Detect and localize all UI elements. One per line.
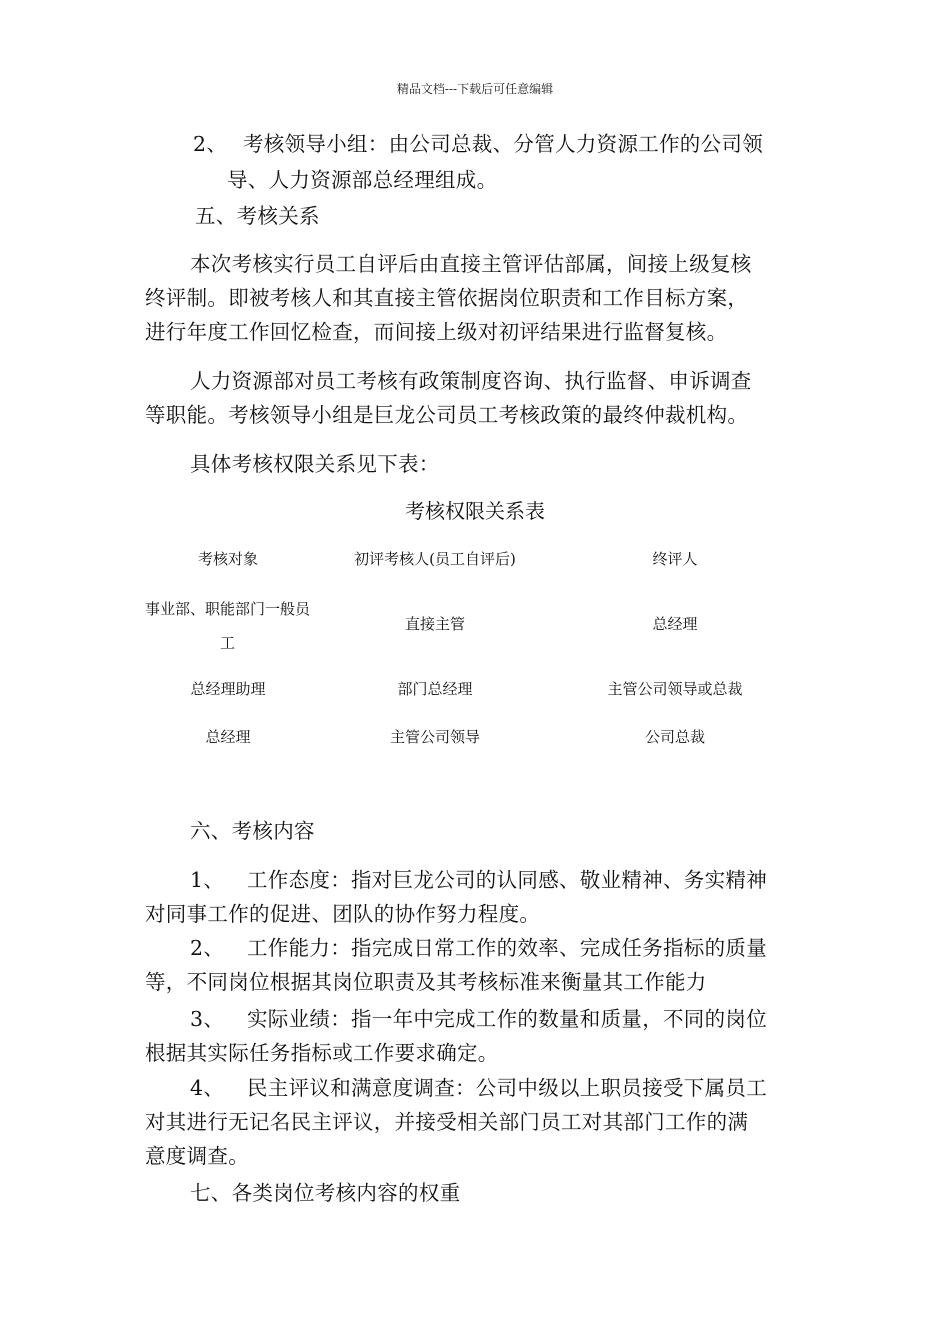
sec6-item3-line1 xyxy=(190,1006,767,1032)
sec4-item2-line2: 导、人力资源部总经理组成。 xyxy=(227,168,498,192)
sec6-item4-line3: 意度调查。 xyxy=(145,1144,249,1168)
table-cell: 总经理 xyxy=(652,615,698,633)
sec4-item2-number: 2、 xyxy=(193,132,228,156)
table-cell: 总经理 xyxy=(205,728,251,746)
sec6-item4-line2: 对其进行无记名民主评议，并接受相关部门员工对其部门工作的满 xyxy=(145,1110,749,1134)
sec5-para1-line3: 进行年度工作回忆检查，而间接上级对初评结果进行监督复核。 xyxy=(145,320,728,344)
sec6-item1-number: 1、 xyxy=(190,868,225,892)
sec6-item1-line1 xyxy=(190,867,767,893)
table-cell: 公司总裁 xyxy=(644,728,705,746)
table-cell: 部门总经理 xyxy=(397,680,473,698)
sec6-item1-text: 工作态度：指对巨龙公司的认同感、敬业精神、务实精神 xyxy=(247,868,767,892)
sec7-heading: 七、各类岗位考核内容的权重 xyxy=(190,1181,461,1205)
table-cell: 直接主管 xyxy=(404,615,465,633)
sec6-item2-number: 2、 xyxy=(190,936,225,960)
sec6-item4-number: 4、 xyxy=(190,1076,225,1100)
sec6-item3-line2: 根据其实际任务指标或工作要求确定。 xyxy=(145,1041,499,1065)
table-cell: 主管公司领导 xyxy=(389,728,480,746)
table-header-initial-reviewer: 初评考核人(员工自评后) xyxy=(354,550,516,568)
table-header-target: 考核对象 xyxy=(197,550,258,568)
sec6-item2-text: 工作能力：指完成日常工作的效率、完成任务指标的质量 xyxy=(247,936,767,960)
sec6-item2-line2: 等，不同岗位根据其岗位职责及其考核标准来衡量其工作能力 xyxy=(145,970,707,994)
sec6-item2-line1 xyxy=(190,935,767,961)
sec5-para2-line2: 等职能。考核领导小组是巨龙公司员工考核政策的最终仲裁机构。 xyxy=(145,403,749,427)
sec6-item1-line2: 对同事工作的促进、团队的协作努力程度。 xyxy=(145,902,541,926)
sec5-para1-line1: 本次考核实行员工自评后由直接主管评估部属，间接上级复核 xyxy=(190,252,752,276)
sec4-item2-line1 xyxy=(193,131,763,157)
sec6-item4-text: 民主评议和满意度调查：公司中级以上职员接受下属员工 xyxy=(247,1076,767,1100)
sec6-item3-number: 3、 xyxy=(190,1007,225,1031)
sec5-para3: 具体考核权限关系见下表： xyxy=(190,452,440,476)
sec6-item3-text: 实际业绩：指一年中完成工作的数量和质量，不同的岗位 xyxy=(247,1007,767,1031)
sec6-item4-line1 xyxy=(190,1075,767,1101)
sec5-para2-line1: 人力资源部对员工考核有政策制度咨询、执行监督、申诉调查 xyxy=(190,369,752,393)
table-cell: 事业部、职能部门一般员工 xyxy=(144,600,310,652)
table-title: 考核权限关系表 xyxy=(405,499,545,523)
page-header: 精品文档---下载后可任意编辑 xyxy=(396,82,554,96)
sec5-para1-line2: 终评制。即被考核人和其直接主管依据岗位职责和工作目标方案， xyxy=(145,286,749,310)
table-cell: 主管公司领导或总裁 xyxy=(607,680,743,698)
sec4-item2-text1: 考核领导小组：由公司总裁、分管人力资源工作的公司领 xyxy=(243,132,763,156)
table-cell: 总经理助理 xyxy=(190,680,266,698)
sec6-heading: 六、考核内容 xyxy=(190,819,315,843)
table-header-final-reviewer: 终评人 xyxy=(652,550,698,568)
sec5-heading: 五、考核关系 xyxy=(195,204,320,228)
